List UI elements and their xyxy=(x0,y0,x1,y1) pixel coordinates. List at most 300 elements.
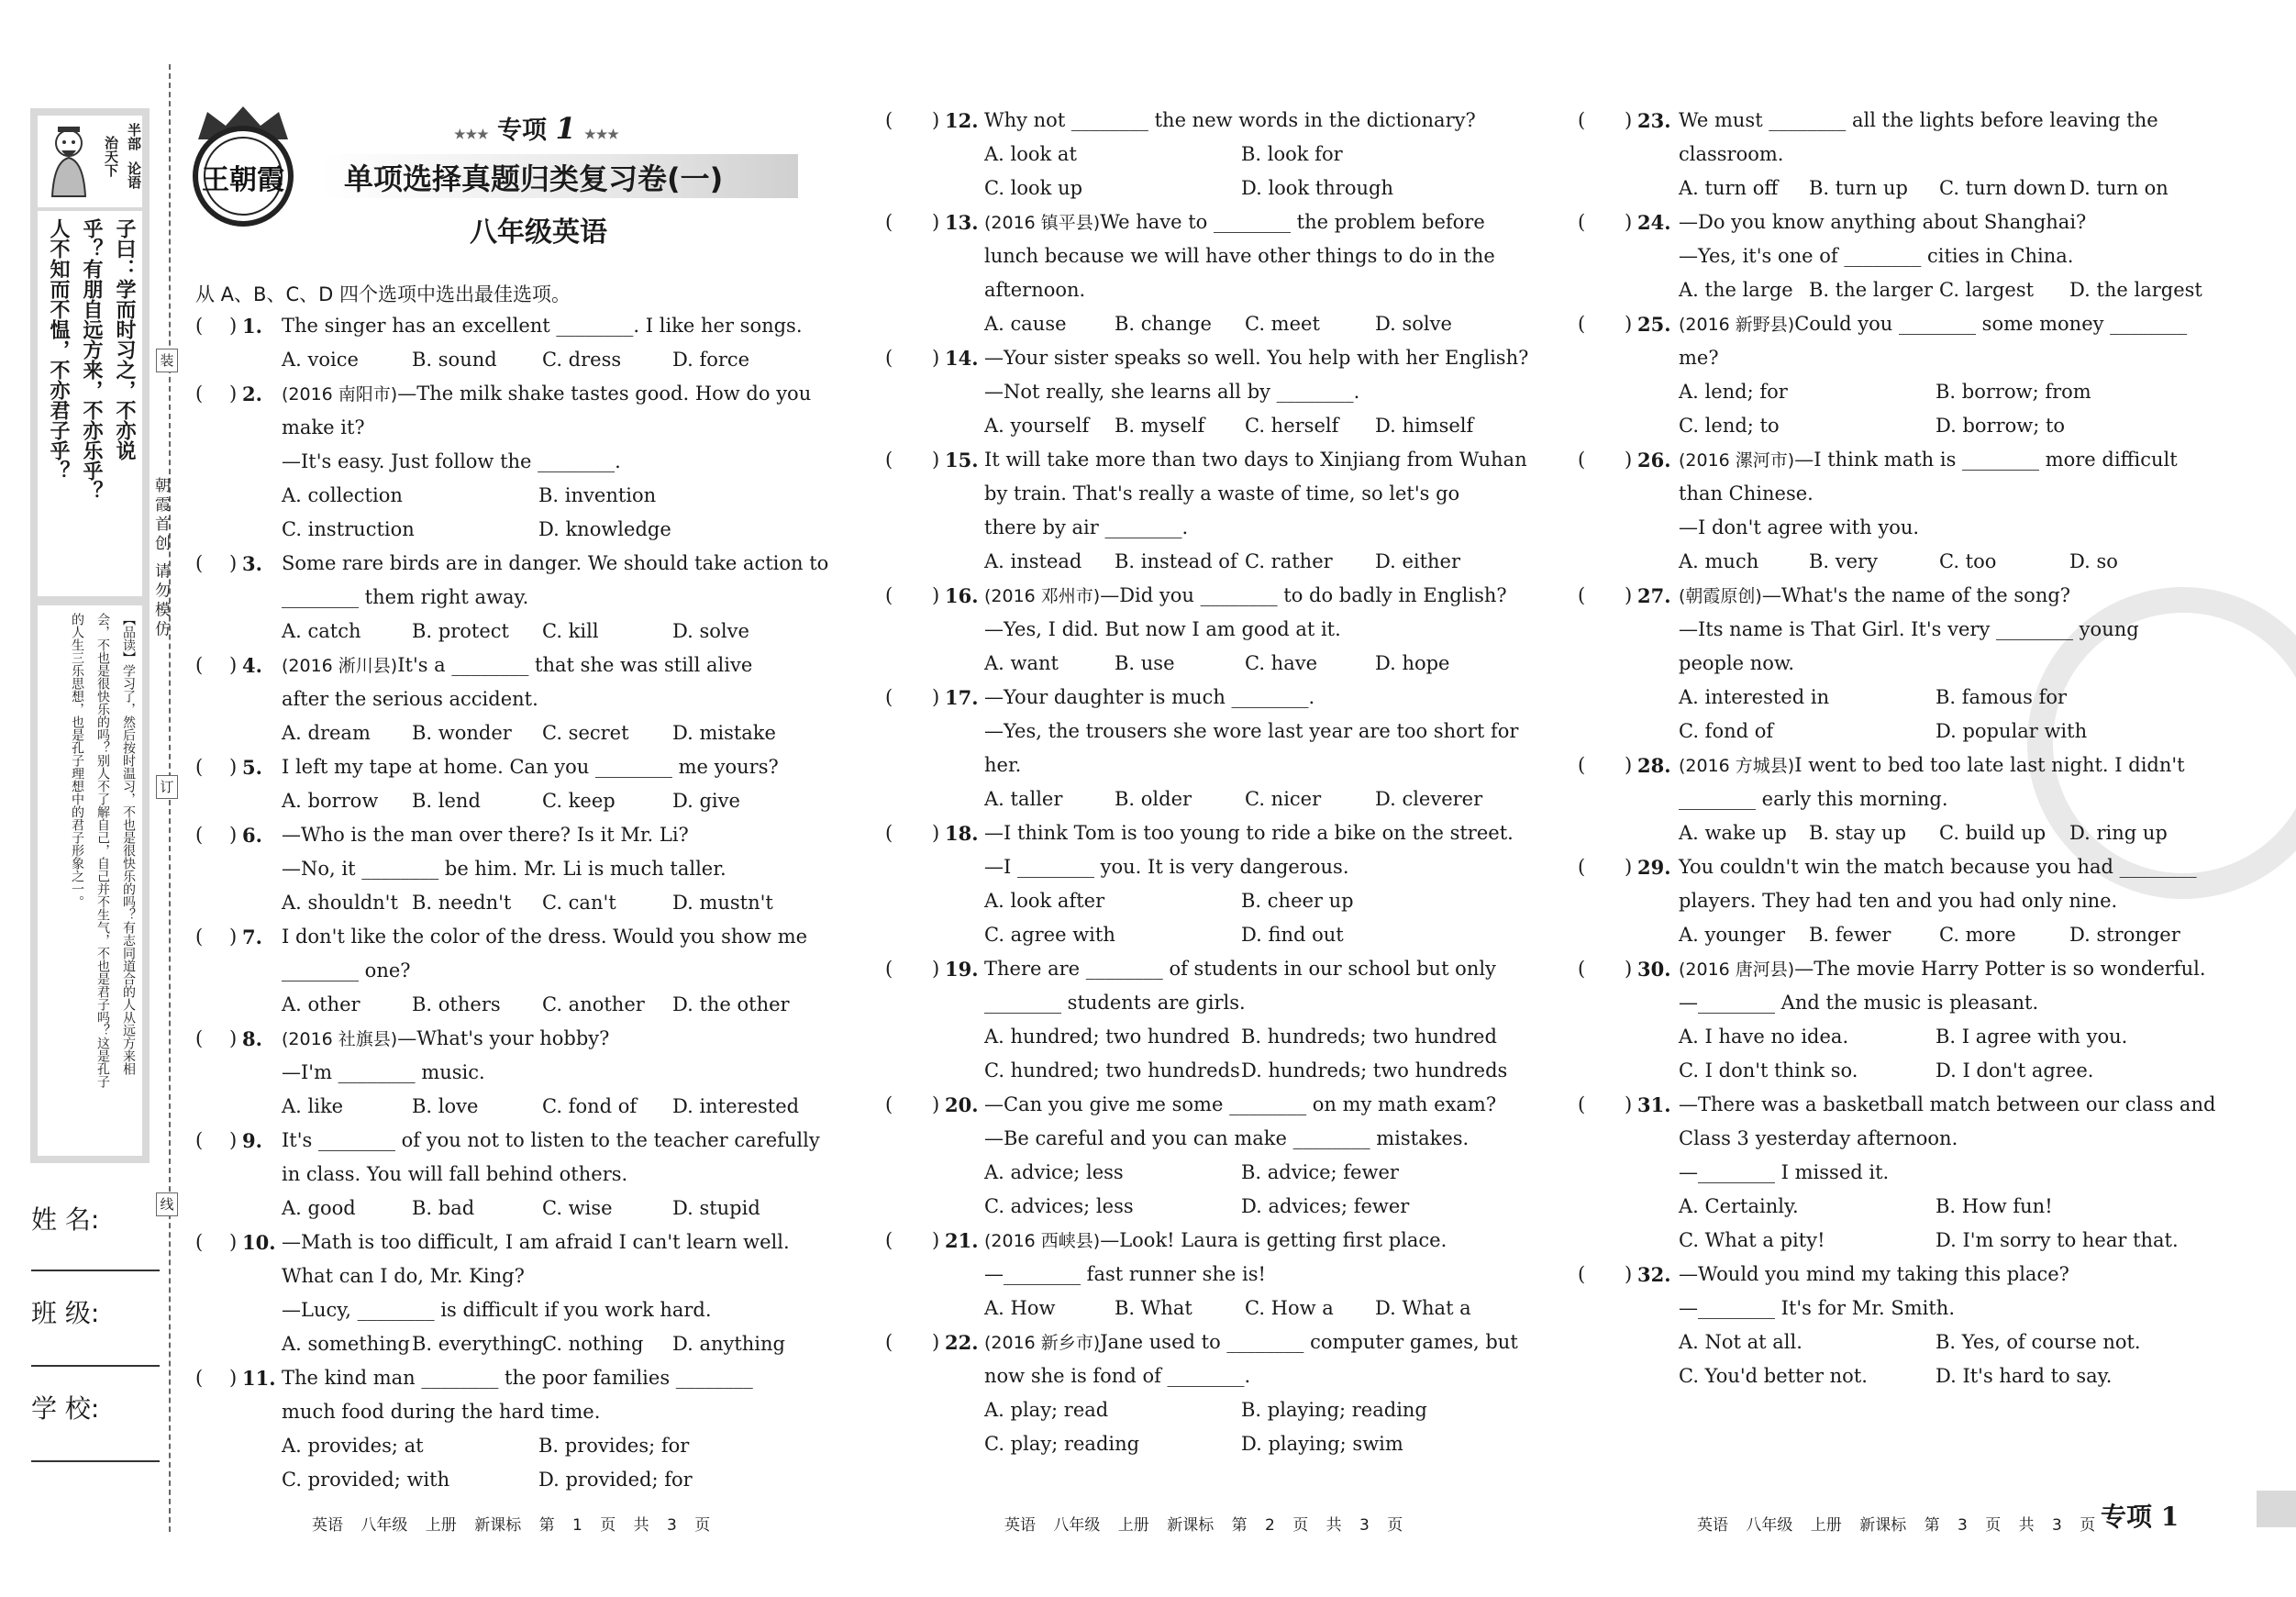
option-A[interactable]: A. taller xyxy=(984,788,1063,810)
option-D[interactable]: D. stupid xyxy=(672,1197,760,1219)
option-C[interactable]: C. play; reading xyxy=(984,1433,1140,1455)
question-line xyxy=(1679,104,2158,138)
question-line xyxy=(984,375,1359,409)
answer-bracket[interactable]: ( xyxy=(1578,584,1586,606)
answer-bracket-close: ) xyxy=(1625,109,1633,131)
answer-bracket[interactable]: ( xyxy=(885,584,893,606)
option-B[interactable]: B. bad xyxy=(412,1197,475,1219)
question-text: —There was a basketball match between our class and xyxy=(1679,1093,2216,1115)
question-line xyxy=(282,682,538,716)
option-B[interactable]: B. others xyxy=(412,993,501,1015)
question-line xyxy=(282,1158,627,1192)
question-number: 29. xyxy=(1637,856,1671,879)
option-C[interactable]: C. meet xyxy=(1245,313,1320,335)
question-text: What can I do, Mr. King? xyxy=(282,1265,525,1287)
quote-line-1: 子曰：学而时习之，不亦说 xyxy=(113,218,136,460)
option-C[interactable]: C. lend; to xyxy=(1679,415,1780,437)
option-A[interactable]: A. hundred; two hundred xyxy=(984,1026,1230,1048)
option-C[interactable]: C. look up xyxy=(984,177,1083,199)
confucius-figure-icon xyxy=(45,125,93,198)
option-B[interactable]: B. everything xyxy=(412,1333,544,1355)
answer-bracket[interactable]: ( xyxy=(885,449,893,471)
option-B[interactable]: B. change xyxy=(1115,313,1212,335)
option-C[interactable]: C. build up xyxy=(1939,822,2046,844)
brand-logo xyxy=(189,103,297,229)
question-line xyxy=(282,954,411,988)
option-B[interactable]: B. playing; reading xyxy=(1241,1399,1427,1421)
question-text: in class. You will fall behind others. xyxy=(282,1163,628,1185)
question-line xyxy=(282,1361,753,1395)
quote-line-2: 乎？有朋自远方来，不亦乐乎？ xyxy=(80,218,103,501)
option-D[interactable]: D. find out xyxy=(1241,924,1344,946)
option-A[interactable]: A. interested in xyxy=(1679,686,1830,708)
question-source: (2016 镇平县) xyxy=(984,213,1101,233)
comment-line-1: 【品读】学习了，然后按时温习，不也是很快乐的吗？有志同道合的人从远方来相 xyxy=(121,613,136,1075)
answer-bracket-close: ) xyxy=(1625,1263,1633,1285)
answer-bracket[interactable]: ( xyxy=(1578,958,1586,980)
option-D[interactable]: D. the largest xyxy=(2069,279,2202,301)
question-text: —Be careful and you can make ________ mistakes. xyxy=(984,1127,1470,1149)
school-label: 学 校: xyxy=(31,1393,100,1424)
option-D[interactable]: D. himself xyxy=(1375,415,1474,437)
class-input-line[interactable] xyxy=(31,1365,160,1367)
question-number: 5. xyxy=(242,756,262,779)
option-B[interactable]: B. Yes, of course not. xyxy=(1936,1331,2141,1353)
question-text: Class 3 yesterday afternoon. xyxy=(1679,1127,1958,1149)
option-C[interactable]: C. nicer xyxy=(1245,788,1322,810)
question-line xyxy=(1679,986,2038,1020)
option-A[interactable]: A. instead xyxy=(984,550,1082,572)
question-text: Could you ________ some money ________ xyxy=(1794,313,2188,335)
question-number: 3. xyxy=(242,552,262,575)
option-C[interactable]: C. agree with xyxy=(984,924,1115,946)
question-text: me? xyxy=(1679,347,1719,369)
answer-bracket[interactable]: ( xyxy=(195,1129,204,1151)
question-text: —Its name is That Girl. It's very ________ young xyxy=(1679,618,2139,640)
option-B[interactable]: B. needn't xyxy=(412,892,512,914)
question-line xyxy=(1679,511,1919,545)
option-A[interactable]: A. the large xyxy=(1679,279,1793,301)
question-text: —________ I missed it. xyxy=(1679,1161,1890,1183)
option-B[interactable]: B. wonder xyxy=(412,722,512,744)
question-line xyxy=(984,816,1514,850)
answer-bracket-close: ) xyxy=(932,109,940,131)
corner-decoration xyxy=(2257,1491,2296,1527)
question-line xyxy=(282,818,689,852)
question-line xyxy=(984,511,1188,545)
option-B[interactable]: B. instead of xyxy=(1115,550,1237,572)
answer-bracket[interactable]: ( xyxy=(1578,856,1586,878)
answer-bracket-close: ) xyxy=(229,1027,238,1049)
option-C[interactable]: C. nothing xyxy=(542,1333,644,1355)
option-B[interactable]: B. myself xyxy=(1115,415,1205,437)
option-B[interactable]: B. protect xyxy=(412,620,509,642)
question-number: 25. xyxy=(1637,313,1671,336)
option-B[interactable]: B. stay up xyxy=(1809,822,1907,844)
school-input-line[interactable] xyxy=(31,1460,160,1462)
question-text: —I ________ you. It is very dangerous. xyxy=(984,856,1349,878)
answer-bracket[interactable]: ( xyxy=(195,1367,204,1389)
question-number: 30. xyxy=(1637,958,1671,981)
option-B[interactable]: B. advice; fewer xyxy=(1241,1161,1399,1183)
question-text: ________ them right away. xyxy=(282,586,529,608)
question-source: (2016 南阳市) xyxy=(282,384,398,405)
answer-bracket[interactable]: ( xyxy=(885,1229,893,1251)
question-line xyxy=(984,1224,1447,1259)
option-D[interactable]: D. popular with xyxy=(1936,720,2088,742)
option-B[interactable]: B. I agree with you. xyxy=(1936,1026,2128,1048)
question-line xyxy=(984,850,1349,884)
option-C[interactable]: C. You'd better not. xyxy=(1679,1365,1868,1387)
option-A[interactable]: A. something xyxy=(282,1333,410,1355)
question-text: —Look! Laura is getting first place. xyxy=(1100,1229,1447,1251)
strip-motto-1: 半部 xyxy=(126,123,142,150)
option-C[interactable]: C. rather xyxy=(1245,550,1333,572)
footer-page-2: 英语 八年级 上册 新课标 第 2 页 共 3 页 xyxy=(1004,1516,1403,1535)
answer-bracket[interactable]: ( xyxy=(885,822,893,844)
option-A[interactable]: A. provides; at xyxy=(282,1435,424,1457)
option-B[interactable]: B. How fun! xyxy=(1936,1195,2053,1217)
question-line xyxy=(282,649,752,683)
option-D[interactable]: D. force xyxy=(672,349,750,371)
option-A[interactable]: A. advice; less xyxy=(984,1161,1124,1183)
question-line xyxy=(984,273,1085,307)
option-B[interactable]: B. love xyxy=(412,1095,479,1117)
question-line xyxy=(984,239,1495,273)
option-C[interactable]: C. kill xyxy=(542,620,599,642)
option-D[interactable]: D. I don't agree. xyxy=(1936,1059,2094,1081)
question-source: (2016 新乡市) xyxy=(984,1333,1101,1353)
question-text: afternoon. xyxy=(984,279,1086,301)
answer-bracket[interactable]: ( xyxy=(885,211,893,233)
option-D[interactable]: D. stronger xyxy=(2069,924,2180,946)
question-text: The kind man ________ the poor families ________ xyxy=(282,1367,753,1389)
question-line xyxy=(282,1395,600,1429)
question-line xyxy=(984,1122,1469,1156)
option-A[interactable]: A. shouldn't xyxy=(282,892,398,914)
option-B[interactable]: B. very xyxy=(1809,550,1878,572)
question-source: (2016 邓州市) xyxy=(984,586,1101,606)
answer-bracket[interactable]: ( xyxy=(195,315,204,337)
option-A[interactable]: A. wake up xyxy=(1679,822,1787,844)
question-text: —________ And the music is pleasant. xyxy=(1679,992,2039,1014)
strip-header xyxy=(38,116,142,207)
question-number: 31. xyxy=(1637,1093,1671,1116)
option-D[interactable]: D. borrow; to xyxy=(1936,415,2066,437)
name-input-line[interactable] xyxy=(31,1270,160,1271)
option-B[interactable]: B. famous for xyxy=(1936,686,2068,708)
option-A[interactable]: A. Not at all. xyxy=(1679,1331,1802,1353)
answer-bracket[interactable]: ( xyxy=(885,109,893,131)
answer-bracket[interactable]: ( xyxy=(195,1027,204,1049)
strip-motto-2: 论语 xyxy=(126,161,142,189)
answer-bracket-close: ) xyxy=(932,1093,940,1115)
option-C[interactable]: C. largest xyxy=(1939,279,2035,301)
answer-bracket[interactable]: ( xyxy=(1578,1093,1586,1115)
option-B[interactable]: B. fewer xyxy=(1809,924,1891,946)
option-D[interactable]: D. cleverer xyxy=(1375,788,1483,810)
answer-bracket-close: ) xyxy=(1625,584,1633,606)
option-B[interactable]: B. turn up xyxy=(1809,177,1908,199)
option-A[interactable]: A. look after xyxy=(984,890,1105,912)
question-line xyxy=(984,477,1459,511)
option-D[interactable]: D. interested xyxy=(672,1095,800,1117)
answer-bracket-close: ) xyxy=(932,1229,940,1251)
option-A[interactable]: A. look at xyxy=(984,143,1077,165)
comment-line-2: 会，不也是很快乐的吗？别人不了解自己，自己并不生气，不也是君子吗？这是孔子 xyxy=(95,613,110,1088)
question-line xyxy=(282,309,803,343)
option-C[interactable]: C. keep xyxy=(542,790,616,812)
option-B[interactable]: B. borrow; from xyxy=(1936,381,2091,403)
answer-bracket[interactable]: ( xyxy=(195,756,204,778)
question-line xyxy=(1679,443,2178,478)
answer-bracket[interactable]: ( xyxy=(1578,109,1586,131)
stars-right: ★★★ xyxy=(584,128,619,142)
question-text: people now. xyxy=(1679,652,1795,674)
question-number: 14. xyxy=(945,347,979,370)
question-line xyxy=(282,920,807,954)
option-A[interactable]: A. yourself xyxy=(984,415,1090,437)
answer-bracket-close: ) xyxy=(229,926,238,948)
question-line xyxy=(1679,1292,1955,1325)
question-line xyxy=(282,1022,609,1057)
question-number: 16. xyxy=(945,584,979,607)
question-source: (朝霞原创) xyxy=(1679,586,1762,606)
question-line xyxy=(282,581,528,615)
option-B[interactable]: B. cheer up xyxy=(1241,890,1354,912)
answer-bracket[interactable]: ( xyxy=(885,958,893,980)
option-D[interactable]: D. mistake xyxy=(672,722,776,744)
option-B[interactable]: B. look for xyxy=(1241,143,1343,165)
question-text: —I think math is ________ more difficult xyxy=(1794,449,2178,471)
left-strip xyxy=(30,108,150,1163)
option-B[interactable]: B. hundreds; two hundred xyxy=(1241,1026,1497,1048)
question-text: —It's easy. Just follow the ________. xyxy=(282,450,621,472)
option-A[interactable]: A. much xyxy=(1679,550,1759,572)
question-line xyxy=(984,341,1528,375)
option-B[interactable]: B. lend xyxy=(412,790,481,812)
question-line xyxy=(282,411,365,445)
question-text: than Chinese. xyxy=(1679,482,1814,505)
option-D[interactable]: D. ring up xyxy=(2069,822,2168,844)
answer-bracket[interactable]: ( xyxy=(195,654,204,676)
option-C[interactable]: C. How a xyxy=(1245,1297,1334,1319)
answer-bracket[interactable]: ( xyxy=(885,686,893,708)
option-C[interactable]: C. dress xyxy=(542,349,622,371)
option-B[interactable]: B. What xyxy=(1115,1297,1192,1319)
seal-char-1: 装 xyxy=(156,349,178,372)
question-number: 32. xyxy=(1637,1263,1671,1286)
answer-bracket-close: ) xyxy=(229,654,238,676)
question-text: —Lucy, ________ is difficult if you work hard. xyxy=(282,1299,712,1321)
question-number: 18. xyxy=(945,822,979,845)
option-A[interactable]: A. cause xyxy=(984,313,1067,335)
option-A[interactable]: A. catch xyxy=(282,620,361,642)
option-D[interactable]: D. I'm sorry to hear that. xyxy=(1936,1229,2179,1251)
option-C[interactable]: C. provided; with xyxy=(282,1469,450,1491)
option-D[interactable]: D. look through xyxy=(1241,177,1393,199)
option-C[interactable]: C. secret xyxy=(542,722,629,744)
option-A[interactable]: A. dream xyxy=(282,722,371,744)
option-C[interactable]: C. too xyxy=(1939,550,1997,572)
question-text: —I think Tom is too young to ride a bike on the street. xyxy=(984,822,1514,844)
option-C[interactable]: C. I don't think so. xyxy=(1679,1059,1858,1081)
question-text: —The movie Harry Potter is so wonderful. xyxy=(1794,958,2206,980)
option-C[interactable]: C. fond of xyxy=(1679,720,1774,742)
comment-box xyxy=(38,605,142,1156)
special-label xyxy=(454,110,619,146)
question-text: —What's the name of the song? xyxy=(1761,584,2071,606)
option-C[interactable]: C. turn down xyxy=(1939,177,2067,199)
answer-bracket[interactable]: ( xyxy=(1578,449,1586,471)
option-B[interactable]: B. use xyxy=(1115,652,1175,674)
option-D[interactable]: D. the other xyxy=(672,993,790,1015)
question-text: The singer has an excellent ________. I like her songs. xyxy=(282,315,803,337)
main-title: 单项选择真题归类复习卷(一) xyxy=(344,161,724,196)
option-D[interactable]: D. either xyxy=(1375,550,1461,572)
option-D[interactable]: D. knowledge xyxy=(538,518,671,540)
option-D[interactable]: D. give xyxy=(672,790,740,812)
option-B[interactable]: B. older xyxy=(1115,788,1192,810)
question-source: (2016 社旗县) xyxy=(282,1029,398,1049)
question-number: 19. xyxy=(945,958,979,981)
option-C[interactable]: C. wise xyxy=(542,1197,613,1219)
answer-bracket[interactable]: ( xyxy=(195,824,204,846)
question-line xyxy=(282,1259,525,1293)
question-number: 12. xyxy=(945,109,979,132)
quote-box xyxy=(38,211,142,596)
question-line xyxy=(984,1359,1250,1393)
question-text: by train. That's really a waste of time, so let's go xyxy=(984,482,1460,505)
question-text: —I don't agree with you. xyxy=(1679,516,1920,538)
question-line xyxy=(1679,205,2086,239)
option-C[interactable]: C. instruction xyxy=(282,518,415,540)
option-D[interactable]: D. solve xyxy=(1375,313,1452,335)
question-text: —The milk shake tastes good. How do you xyxy=(397,383,812,405)
option-A[interactable]: A. How xyxy=(984,1297,1056,1319)
question-number: 17. xyxy=(945,686,979,709)
option-C[interactable]: C. have xyxy=(1245,652,1318,674)
question-line xyxy=(282,1124,820,1158)
option-A[interactable]: A. want xyxy=(984,652,1059,674)
question-line xyxy=(1679,477,1814,511)
option-A[interactable]: A. other xyxy=(282,993,360,1015)
option-C[interactable]: C. more xyxy=(1939,924,2016,946)
question-line xyxy=(1679,579,2070,614)
question-line xyxy=(1679,782,1948,816)
comment-line-3: 的人生三乐思想，也是孔子理想中的君子形象之一。 xyxy=(70,613,84,908)
answer-bracket[interactable]: ( xyxy=(885,1331,893,1353)
question-source: (2016 西峡县) xyxy=(984,1231,1101,1251)
answer-bracket[interactable]: ( xyxy=(885,347,893,369)
question-line xyxy=(984,443,1527,477)
question-text: —What's your hobby? xyxy=(397,1027,610,1049)
answer-bracket[interactable]: ( xyxy=(1578,1263,1586,1285)
answer-bracket[interactable]: ( xyxy=(885,1093,893,1115)
answer-bracket-close: ) xyxy=(932,958,940,980)
option-A[interactable]: A. collection xyxy=(282,484,403,506)
question-number: 21. xyxy=(945,1229,979,1252)
answer-bracket[interactable]: ( xyxy=(195,383,204,405)
option-C[interactable]: C. fond of xyxy=(542,1095,638,1117)
question-text: her. xyxy=(984,754,1022,776)
answer-bracket[interactable]: ( xyxy=(195,1231,204,1253)
question-text: —No, it ________ be him. Mr. Li is much taller. xyxy=(282,858,727,880)
option-C[interactable]: C. advices; less xyxy=(984,1195,1134,1217)
answer-bracket[interactable]: ( xyxy=(1578,754,1586,776)
question-line xyxy=(1679,1156,1889,1190)
option-A[interactable]: A. younger xyxy=(1679,924,1785,946)
option-D[interactable]: D. provided; for xyxy=(538,1469,693,1491)
question-text: much food during the hard time. xyxy=(282,1401,601,1423)
answer-bracket[interactable]: ( xyxy=(1578,211,1586,233)
question-text: ________ students are girls. xyxy=(984,992,1246,1014)
question-line xyxy=(984,579,1507,614)
option-D[interactable]: D. turn on xyxy=(2069,177,2168,199)
vertical-note: 朝霞首创 请勿模仿 xyxy=(151,477,170,640)
option-C[interactable]: C. What a pity! xyxy=(1679,1229,1825,1251)
question-number: 11. xyxy=(242,1367,276,1390)
option-A[interactable]: A. good xyxy=(282,1197,356,1219)
option-D[interactable]: D. anything xyxy=(672,1333,785,1355)
option-D[interactable]: D. It's hard to say. xyxy=(1936,1365,2113,1387)
option-A[interactable]: A. play; read xyxy=(984,1399,1109,1421)
option-D[interactable]: D. mustn't xyxy=(672,892,773,914)
question-text: —Do you know anything about Shanghai? xyxy=(1679,211,2087,233)
answer-bracket-close: ) xyxy=(932,211,940,233)
option-C[interactable]: C. another xyxy=(542,993,645,1015)
option-A[interactable]: A. turn off xyxy=(1679,177,1779,199)
question-text: There are ________ of students in our school but only xyxy=(984,958,1496,980)
question-text: I left my tape at home. Can you ________ me yours? xyxy=(282,756,779,778)
answer-bracket-close: ) xyxy=(229,383,238,405)
question-text: Some rare birds are in danger. We should take action to xyxy=(282,552,829,574)
logo-text: 王朝霞 xyxy=(202,164,284,196)
option-A[interactable]: A. like xyxy=(282,1095,344,1117)
option-D[interactable]: D. so xyxy=(2069,550,2118,572)
option-C[interactable]: C. hundred; two hundreds xyxy=(984,1059,1240,1081)
option-A[interactable]: A. I have no idea. xyxy=(1679,1026,1849,1048)
answer-bracket[interactable]: ( xyxy=(195,552,204,574)
option-D[interactable]: D. hundreds; two hundreds xyxy=(1241,1059,1508,1081)
option-B[interactable]: B. the larger xyxy=(1809,279,1934,301)
option-C[interactable]: C. can't xyxy=(542,892,616,914)
option-D[interactable]: D. solve xyxy=(672,620,749,642)
option-C[interactable]: C. herself xyxy=(1245,415,1339,437)
option-B[interactable]: B. invention xyxy=(538,484,657,506)
answer-bracket[interactable]: ( xyxy=(195,926,204,948)
answer-bracket-close: ) xyxy=(1625,1093,1633,1115)
option-B[interactable]: B. provides; for xyxy=(538,1435,690,1457)
option-A[interactable]: A. Certainly. xyxy=(1679,1195,1799,1217)
answer-bracket[interactable]: ( xyxy=(1578,313,1586,335)
option-A[interactable]: A. borrow xyxy=(282,790,379,812)
option-A[interactable]: A. voice xyxy=(282,349,359,371)
class-label: 班 级: xyxy=(31,1298,100,1328)
answer-bracket-close: ) xyxy=(932,686,940,708)
special-word: 专项 xyxy=(497,116,548,145)
question-line xyxy=(984,1258,1266,1292)
option-D[interactable]: D. hope xyxy=(1375,652,1450,674)
question-number: 20. xyxy=(945,1093,979,1116)
option-A[interactable]: A. lend; for xyxy=(1679,381,1788,403)
answer-bracket-close: ) xyxy=(1625,211,1633,233)
question-text: —________ fast runner she is! xyxy=(984,1263,1266,1285)
option-D[interactable]: D. advices; fewer xyxy=(1241,1195,1410,1217)
option-D[interactable]: D. What a xyxy=(1375,1297,1471,1319)
option-D[interactable]: D. playing; swim xyxy=(1241,1433,1403,1455)
option-B[interactable]: B. sound xyxy=(412,349,497,371)
